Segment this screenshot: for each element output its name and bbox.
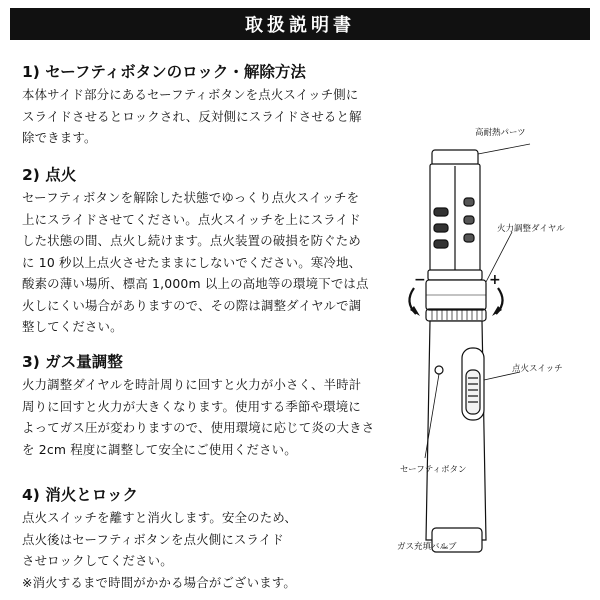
section-title: 2) 点火 [22, 166, 77, 184]
vent-slot [464, 234, 474, 242]
body-line: 点火スイッチを離すと消火します。安全のため、 [22, 510, 298, 525]
body-line: に 10 秒以上点火させたままにしないでください。寒冷地、 [22, 254, 362, 270]
neck-collar [428, 270, 482, 280]
vent-slot [464, 198, 474, 206]
body-line: した状態の間、点火し続けます。点火装置の破損を防ぐため [22, 233, 361, 248]
section-extinguish-lock [22, 485, 382, 593]
leader-heat-part [478, 144, 530, 154]
dial-plus-sign: + [489, 272, 501, 288]
section-body [22, 507, 382, 593]
label-gas-valve: ガス充填バルブ [397, 542, 457, 552]
body-line: 整してください。 [22, 319, 123, 334]
body-line: 火しにくい場合がありますので、その際は調整ダイヤルで調 [22, 297, 362, 313]
label-safety-button: セーフティボタン [400, 465, 467, 475]
body-line: を 2cm 程度に調整して安全にご使用ください。 [22, 441, 297, 457]
section-title: 1) セーフティボタンのロック・解除方法 [22, 63, 306, 81]
section-ignition [22, 165, 382, 338]
vent-slot [464, 216, 474, 224]
section-safety-lock [22, 62, 382, 149]
header-title-bar [10, 8, 590, 40]
section-body [22, 374, 382, 460]
section-body [22, 187, 382, 338]
vent-slot [434, 208, 448, 216]
body-line: 周りに回すと火力が大きくなります。使用する季節や環境に [22, 398, 361, 414]
label-ignition-switch: 点火スイッチ [512, 364, 563, 374]
body-line: 除できます。 [22, 130, 97, 145]
body-line: よってガス圧が変わりますので、使用環境に応じて炎の大きさ [22, 420, 375, 435]
section-title: 3) ガス量調整 [22, 353, 123, 371]
section-body [22, 84, 382, 149]
body-line: させロックしてください。 [22, 553, 173, 568]
lighter-illustration [370, 120, 595, 560]
body-line: スライドさせるとロックされ、反対側にスライドさせると解 [22, 108, 362, 124]
section-gas-adjust [22, 352, 382, 460]
body-line: 酸素の薄い場所、標高 1,000m 以上の高地等の環境下では点 [22, 276, 369, 291]
ignition-switch-slider [466, 370, 480, 414]
safety-button [435, 366, 443, 374]
dial-minus-sign: − [414, 272, 426, 288]
body-line: 火力調整ダイヤルを時計周りに回すと火力が小さく、半時計 [22, 377, 362, 392]
page-title: 取扱説明書 [245, 15, 355, 36]
label-flame-dial: 火力調整ダイヤル [497, 224, 565, 234]
vent-slot [434, 240, 448, 248]
body-line: 上にスライドさせてください。点火スイッチを上にスライド [22, 211, 361, 227]
body-line: セーフティボタンを解除した状態でゆっくり点火スイッチを [22, 190, 360, 205]
label-heat-resistant-part: 高耐熱パーツ [475, 128, 526, 138]
body-line: ※消火するまで時間がかかる場合がございます。 [22, 574, 296, 590]
section-title: 4) 消火とロック [22, 486, 138, 504]
body-line: 本体サイド部分にあるセーフティボタンを点火スイッチ側に [22, 87, 359, 102]
vent-slot [434, 224, 448, 232]
body-line: 点火後はセーフティボタンを点火側にスライド [22, 531, 284, 547]
